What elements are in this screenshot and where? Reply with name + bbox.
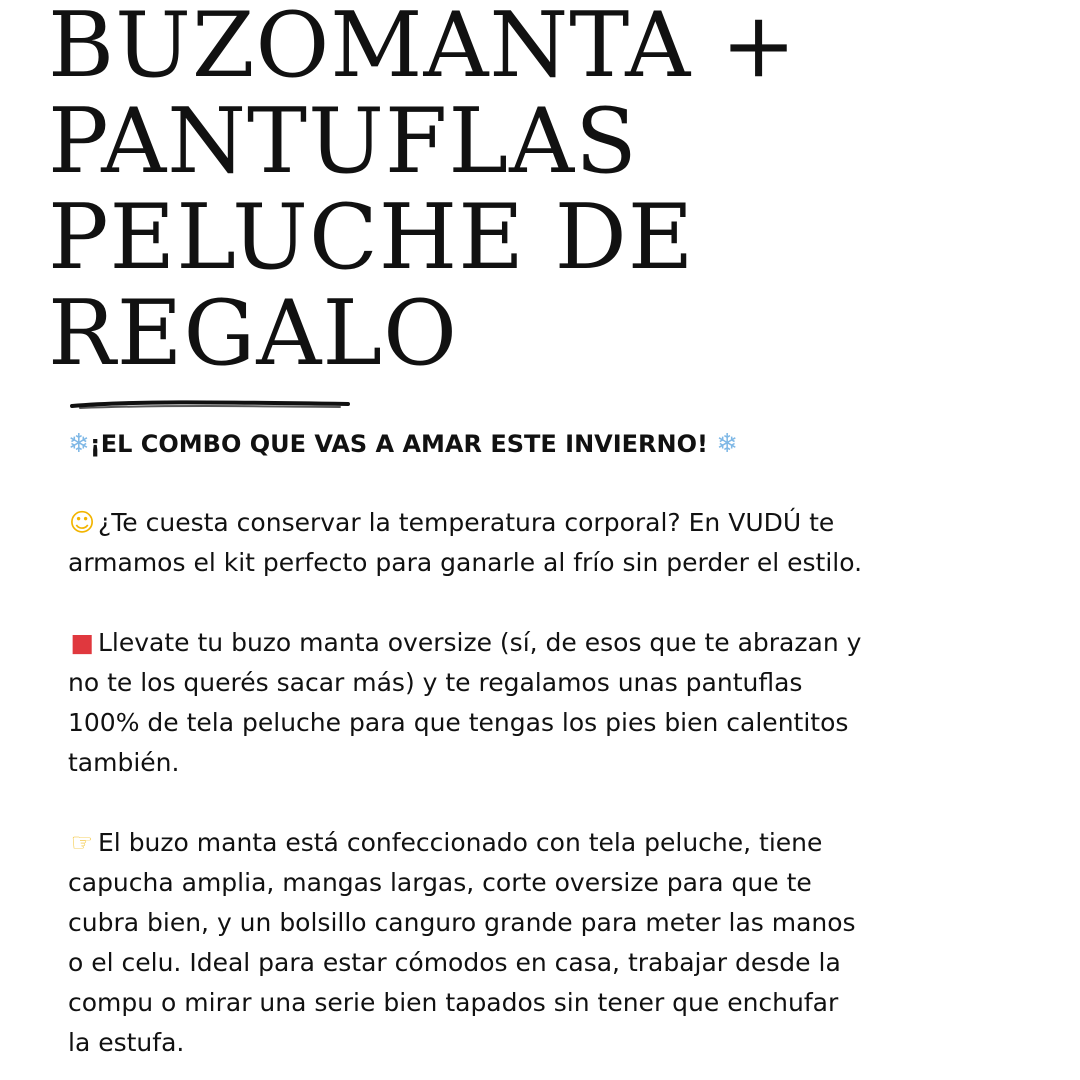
pointing-hand-icon: ☞ [70, 828, 94, 857]
paragraph-line: ☞ El buzo manta está confeccionado con tela peluche, tiene [68, 823, 1028, 863]
snowflake-icon: ❄ [716, 429, 739, 459]
brush-underline [70, 398, 350, 412]
paragraph-line: compu o mirar una serie bien tapados sin tener que enchufar [68, 988, 839, 1017]
paragraph-line: armamos el kit perfecto para ganarle al frío sin perder el estilo. [68, 548, 863, 577]
snowflake-icon: ❄ [68, 429, 90, 459]
title-line: PELUCHE DE [48, 185, 695, 290]
paragraph-gift [68, 623, 1028, 783]
paragraph-line: cubra bien, y un bolsillo canguro grande para meter las manos [68, 908, 856, 937]
subtitle-text: ¡EL COMBO QUE VAS A AMAR ESTE INVIERNO! [89, 430, 708, 458]
title-line: BUZOMANTA + [48, 0, 798, 98]
paragraph-line: o el celu. Ideal para estar cómodos en casa, trabajar desde la [68, 948, 841, 977]
paragraph-intro [68, 503, 1028, 583]
subtitle [68, 424, 738, 464]
title-line: PANTUFLAS [48, 89, 638, 194]
paragraph-line: capucha amplia, mangas largas, corte oversize para que te [68, 868, 812, 897]
paragraph-line: 100% de tela peluche para que tengas los pies bien calentitos [68, 708, 849, 737]
page-title [48, 0, 798, 386]
paragraph-line: ■ Llevate tu buzo manta oversize (sí, de esos que te abrazan y [68, 623, 1028, 663]
paragraph-line: no te los querés sacar más) y te regalamos unas pantuflas [68, 668, 803, 697]
winking-face-icon: ☺ [68, 508, 96, 537]
paragraph-line: ☺ ¿Te cuesta conservar la temperatura corporal? En VUDÚ te [68, 503, 1028, 543]
title-line: REGALO [48, 281, 458, 386]
gift-icon: ■ [70, 628, 94, 657]
paragraph-details [68, 823, 1028, 1063]
paragraph-line: también. [68, 748, 180, 777]
paragraph-line: la estufa. [68, 1028, 185, 1057]
